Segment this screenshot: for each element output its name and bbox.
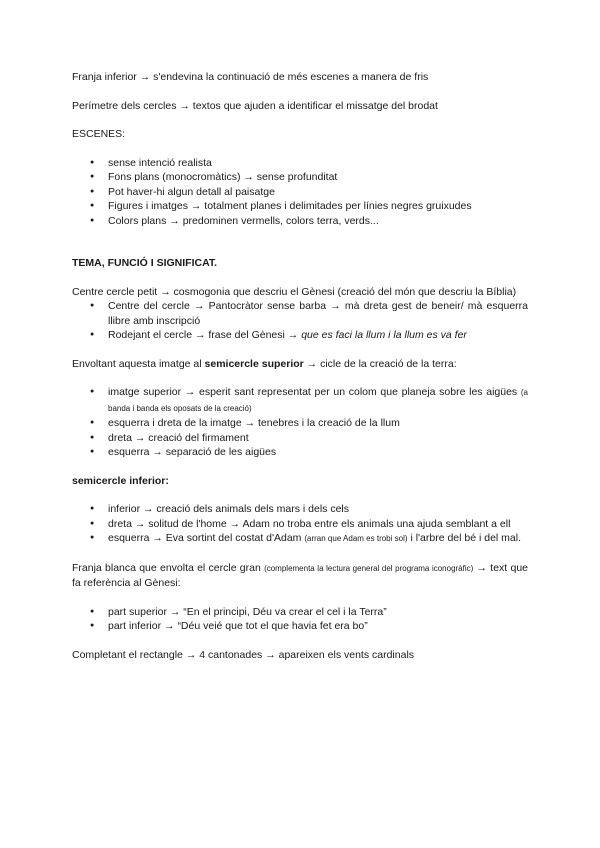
item-text: imatge superior → esperit sant representat per un colom que planeja sobre les aigües xyxy=(108,386,521,398)
list-item: ● esquerra → separació de les aigües xyxy=(72,445,528,460)
centre-list xyxy=(72,299,528,343)
list-item xyxy=(72,328,528,343)
item-note: (a banda i banda els oposats de la creació) xyxy=(108,388,528,413)
superior-list xyxy=(72,385,528,460)
genesi-quote: que es faci la llum i la llum es va fer xyxy=(301,329,467,341)
semicercle-inferior-heading: semicercle inferior: xyxy=(72,474,169,487)
item-text: i l'arbre del bé i del mal. xyxy=(407,532,522,544)
item-text: esquerra → Eva sortint del costat d'Adam xyxy=(108,532,305,544)
tema-heading: TEMA, FUNCIÓ I SIGNIFICAT. xyxy=(72,257,218,269)
item-text: Rodejant el cercle → frase del Gènesi → xyxy=(108,329,302,341)
list-item: ● part inferior → “Déu veié que tot el que havia fet era bo” xyxy=(72,619,528,634)
list-item: ● Figures i imatges → totalment planes i delimitades per línies negres gruixudes xyxy=(72,199,528,214)
list-item: ● dreta → solitud de l'home → Adam no troba entre els animals una ajuda semblant a ell xyxy=(72,517,528,532)
text-span: → text que fa referència al Gènesi: xyxy=(72,561,528,589)
semicercle-superior-label: semicercle superior xyxy=(204,357,304,370)
list-item: ● Centre del cercle → Pantocràtor sense barba → mà dreta gest de beneir/ mà esquerra llibre amb inscripció xyxy=(72,299,528,328)
list-item: ● dreta → creació del firmament xyxy=(72,431,528,446)
list-item: ● Pot haver-hi algun detall al paisatge xyxy=(72,185,528,200)
completant-line: Completant el rectangle → 4 cantonades → apareixen els vents cardinals xyxy=(72,648,415,661)
list-item: ● Fons plans (monocromàtics) → sense profunditat xyxy=(72,170,528,185)
list-item: ● inferior → creació dels animals dels mars i dels cels xyxy=(72,502,528,517)
list-item: ● esquerra i dreta de la imatge → tenebres i la creació de la llum xyxy=(72,416,528,431)
centre-paragraph: Centre cercle petit → cosmogonia que descriu el Gènesi (creació del món que descriu la Bíblia) xyxy=(72,285,517,298)
franja-list xyxy=(72,605,528,634)
paragraph-note: (complementa la lectura general del programa iconogràfic) xyxy=(264,563,474,573)
list-item: ● sense intenció realista xyxy=(72,156,528,171)
text-span: → cicle de la creació de la terra: xyxy=(303,357,457,370)
item-note: (arran que Adam es trobi sol) xyxy=(304,534,408,543)
escenes-heading: ESCENES: xyxy=(72,128,126,140)
list-item xyxy=(72,531,528,547)
text-span: Envoltant aquesta imatge al xyxy=(72,357,205,370)
inferior-list xyxy=(72,502,528,547)
perimetre-line: Perímetre dels cercles → textos que ajuden a identificar el missatge del brodat xyxy=(72,99,438,112)
list-item xyxy=(72,385,528,416)
document-page xyxy=(72,70,528,662)
franja-inferior-line: Franja inferior → s'endevina la continuació de més escenes a manera de fris xyxy=(72,71,429,83)
text-span: Franja blanca que envolta el cercle gran xyxy=(72,561,265,574)
envoltant-paragraph xyxy=(72,357,528,372)
list-item: ● part superior → “En el principi, Déu va crear el cel i la Terra” xyxy=(72,605,528,620)
franja-blanca-paragraph xyxy=(72,561,528,591)
list-item: ● Colors plans → predominen vermells, colors terra, verds... xyxy=(72,214,528,229)
escenes-list xyxy=(72,156,528,229)
